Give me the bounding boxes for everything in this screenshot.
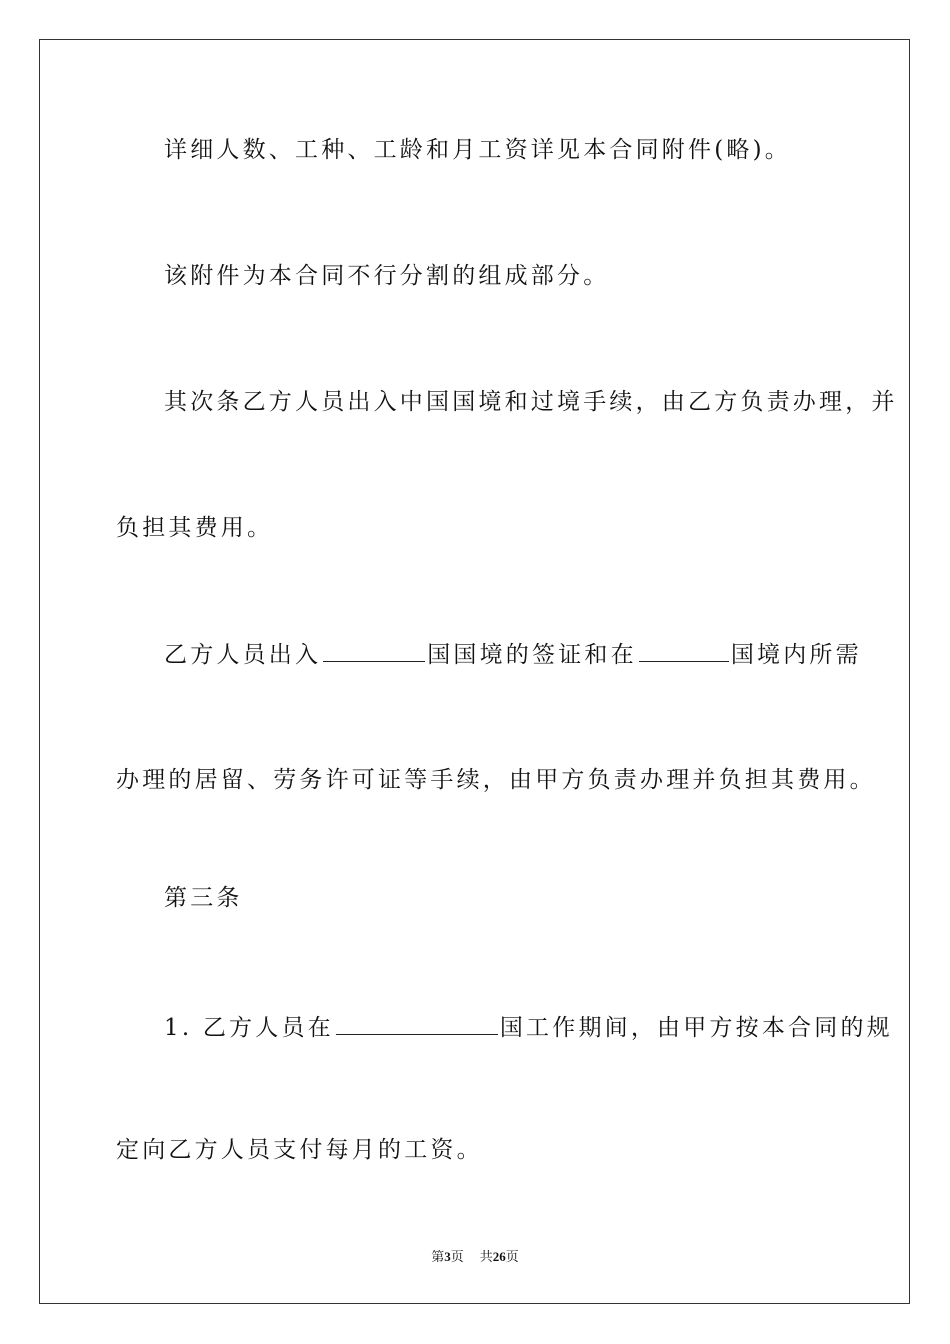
salary-text-part2: 国工作期间，由甲方按本合同的规 <box>499 1015 893 1041</box>
visa-text-part1: 乙方人员出入 <box>164 642 322 668</box>
country-blank-1 <box>323 639 425 662</box>
page-border <box>39 39 910 1304</box>
footer-total-suffix: 页 <box>505 1249 519 1264</box>
paragraph-visa-line1 <box>164 639 862 670</box>
paragraph-salary-line2: 定向乙方人员支付每月的工资。 <box>116 1137 483 1163</box>
visa-text-part2: 国国境的签证和在 <box>427 642 637 668</box>
paragraph-salary-line1 <box>164 1012 893 1043</box>
footer-page-prefix: 第 <box>431 1249 445 1264</box>
paragraph-attachment-details: 详细人数、工种、工龄和月工资详见本合同附件(略)。 <box>164 137 791 163</box>
visa-text-part3: 国境内所需 <box>730 642 862 668</box>
paragraph-visa-line2: 办理的居留、劳务许可证等手续，由甲方负责办理并负担其费用。 <box>116 767 876 793</box>
footer-page-number: 3 <box>444 1249 451 1264</box>
article-three-heading: 第三条 <box>164 885 243 911</box>
country-blank-3 <box>336 1012 498 1035</box>
footer-page-suffix: 页 <box>450 1249 464 1264</box>
country-blank-2 <box>639 639 729 662</box>
paragraph-article-two-line1: 其次条乙方人员出入中国国境和过境手续，由乙方负责办理，并 <box>164 389 898 415</box>
paragraph-attachment-integral: 该附件为本合同不行分割的组成部分。 <box>164 263 610 289</box>
footer-total-pages: 26 <box>492 1249 506 1264</box>
footer-total-prefix: 共 <box>479 1249 493 1264</box>
paragraph-article-two-line2: 负担其费用。 <box>116 515 274 541</box>
salary-text-part1: 1. 乙方人员在 <box>164 1015 334 1041</box>
page-footer <box>0 1248 950 1266</box>
